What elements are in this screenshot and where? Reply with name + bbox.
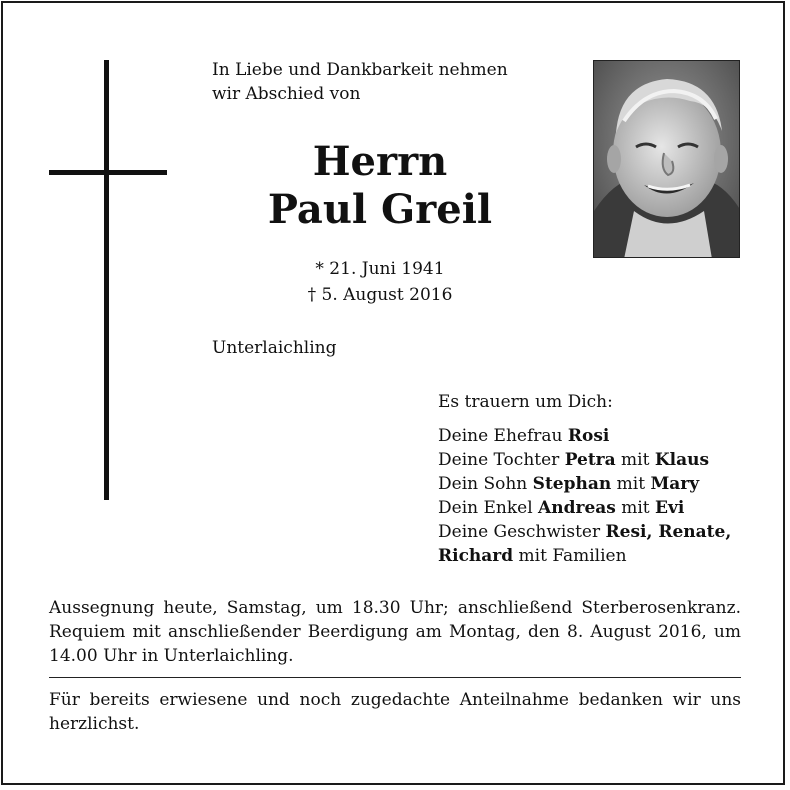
deceased-name: [212, 138, 548, 234]
mourner-line: [438, 472, 758, 496]
mourner-lines: [438, 424, 758, 568]
portrait-image: [594, 61, 740, 258]
mourner-line: [438, 544, 758, 568]
hometown: Unterlaichling: [212, 338, 337, 358]
funeral-notice: Aussegnung heute, Samstag, um 18.30 Uhr; anschließend Sterberosenkranz. Requiem mit anschließender Beerdigung am Montag, den 8. August 2016, um 14.00 Uhr in Unterlaichling.: [49, 598, 741, 666]
thanks-text: Für bereits erwiesene und noch zugedachte Anteilnahme bedanken wir uns herzlichst.: [49, 690, 741, 734]
name-salutation: Herrn: [312, 138, 448, 185]
death-date: † 5. August 2016: [307, 285, 453, 305]
divider-line: [49, 677, 741, 678]
intro-line-2: wir Abschied von: [212, 84, 361, 104]
mourner-name: Petra: [564, 450, 616, 470]
mourner-name: Resi, Renate,: [605, 522, 732, 542]
mourner-name: Rosi: [567, 426, 610, 446]
mourner-line: [438, 520, 758, 544]
mourner-name: Evi: [655, 498, 685, 518]
mourner-relation: Dein Enkel: [438, 498, 539, 518]
mourner-relation: Dein Sohn: [438, 474, 533, 494]
mourner-relation: Deine Tochter: [438, 450, 565, 470]
mourner-name: Klaus: [654, 450, 710, 470]
mourner-relation: Deine Geschwister: [438, 522, 606, 542]
mourners-list: [438, 390, 758, 568]
birth-date: * 21. Juni 1941: [315, 259, 445, 279]
mourner-name: Richard: [438, 546, 514, 566]
mourner-name: Stephan: [532, 474, 612, 494]
mourner-relation: mit: [615, 450, 655, 470]
cross-horizontal-bar: [49, 170, 167, 175]
mourner-line: [438, 448, 758, 472]
mourner-name: Mary: [650, 474, 700, 494]
mourner-line: [438, 424, 758, 448]
life-dates: [212, 256, 548, 308]
mourner-relation: Deine Ehefrau: [438, 426, 568, 446]
mourner-relation: mit: [615, 498, 656, 518]
mourner-relation: mit Familien: [513, 546, 627, 566]
mourner-name: Andreas: [538, 498, 616, 518]
name-full: Paul Greil: [267, 186, 493, 233]
intro-text: [212, 58, 572, 106]
cross-vertical-bar: [104, 60, 109, 500]
intro-line-1: In Liebe und Dankbarkeit nehmen: [212, 60, 508, 80]
mourners-heading: Es trauern um Dich:: [438, 392, 613, 412]
mourner-relation: mit: [611, 474, 651, 494]
portrait-photo: [593, 60, 740, 258]
mourner-line: [438, 496, 758, 520]
